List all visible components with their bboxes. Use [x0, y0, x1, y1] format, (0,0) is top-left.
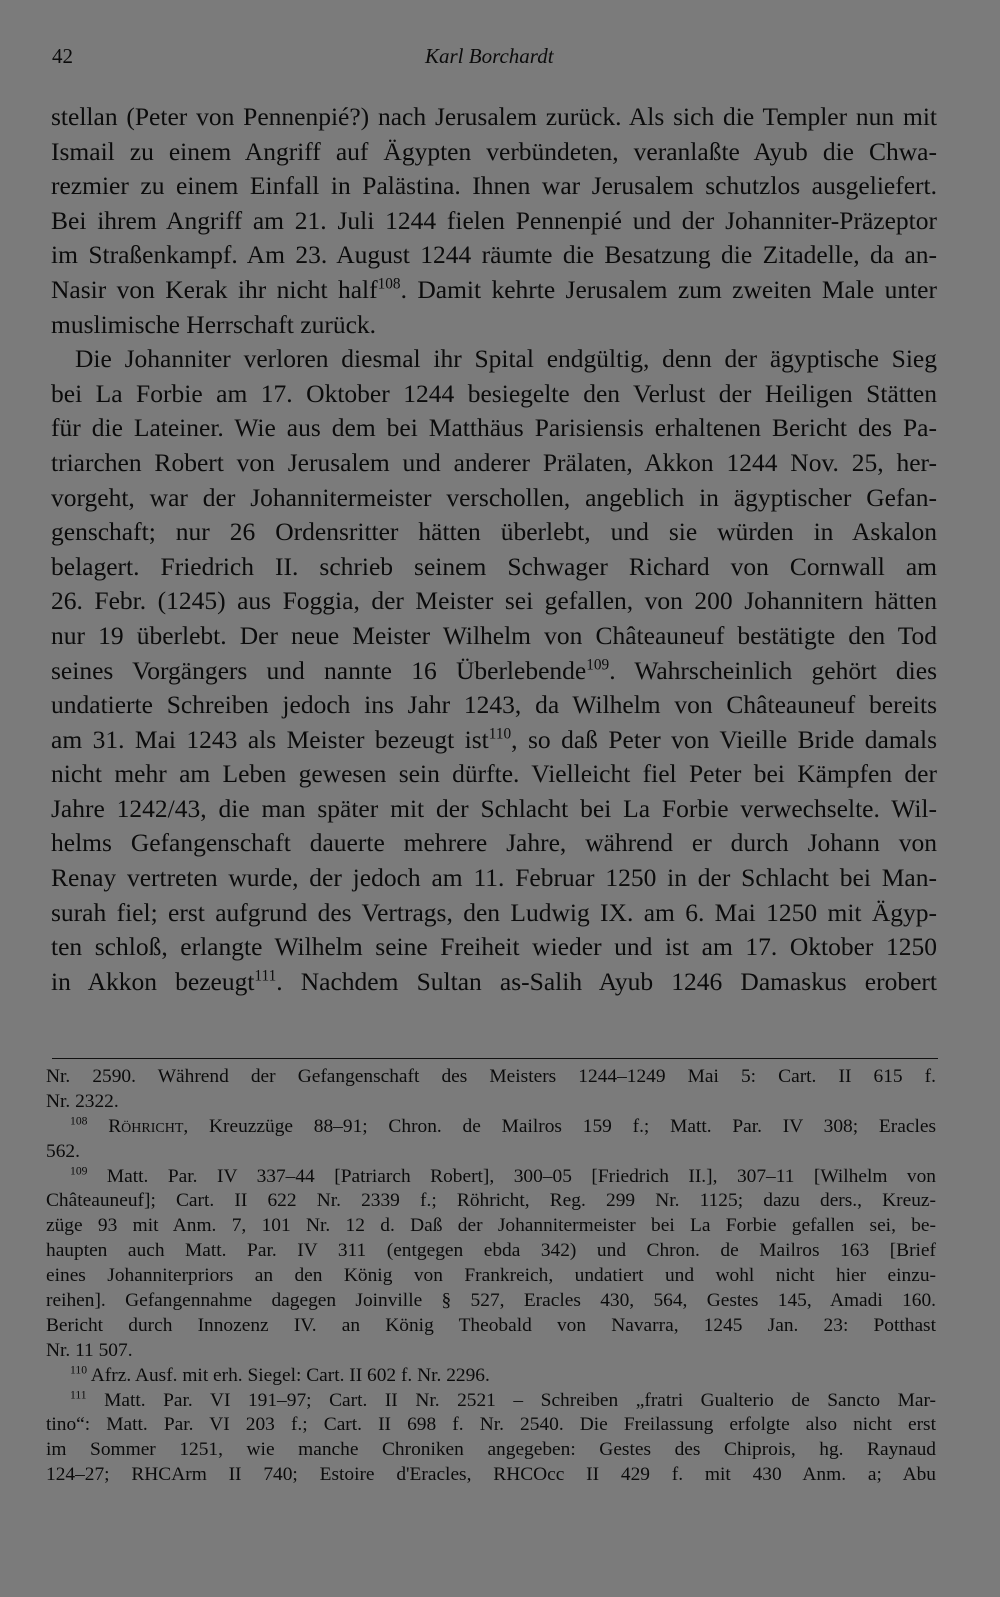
footnote-line: reihen]. Gefangennahme dagegen Joinville § 527, Eracles 430, 564, Gestes 145, Amadi 160.: [46, 1290, 936, 1312]
footnote-line: 124–27; RHCArm II 740; Estoire d'Eracles, RHCOcc II 429 f. mit 430 Anm. a; Abu: [46, 1464, 936, 1486]
text-line: bei La Forbie am 17. Oktober 1244 besiegelte den Verlust der Heiligen Stätten: [51, 378, 937, 408]
footnote-109: $^{109}$ Matt. Par. IV 337–44 [Patriarch Robert], 300–05 [Friedrich II.], 307–11 [Wilhelm von: [70, 1164, 936, 1187]
footnote-108: $^{108}$ Röhricht, Kreuzzüge 88–91; Chron. de Mailros 159 f.; Matt. Par. IV 308; Eracles: [70, 1114, 936, 1137]
text-line: nicht mehr am Leben gewesen sein dürfte. Vielleicht fiel Peter bei Kämpfen der: [51, 759, 937, 789]
text-line: in Akkon bezeugt$^{111}$. Nachdem Sultan as-Salih Ayub 1246 Damaskus erobert: [51, 966, 937, 996]
text-line: ten schloß, erlangte Wilhelm seine Freiheit wieder und ist am 17. Oktober 1250: [51, 932, 937, 962]
footnote-number: 109: [70, 1164, 88, 1178]
footnote-line: haupten auch Matt. Par. IV 311 (entgegen ebda 342) und Chron. de Mailros 163 [Brief: [46, 1240, 936, 1262]
footnote-ref-108[interactable]: 108: [377, 275, 401, 293]
paragraph-start: Die Johanniter verloren diesmal ihr Spital endgültig, denn der ägyptische Sieg: [75, 344, 937, 374]
text-line: 26. Febr. (1245) aus Foggia, der Meister sei gefallen, von 200 Johannitern hätten: [51, 586, 937, 616]
text-line: seines Vorgängers und nannte 16 Überlebende$^{109}$. Wahrscheinlich gehört dies: [51, 655, 937, 685]
footnotes: [46, 1065, 936, 1488]
footnote-line: Châteauneuf]; Cart. II 622 Nr. 2339 f.; Röhricht, Reg. 299 Nr. 1125; dazu ders., Kreuz-: [46, 1190, 936, 1212]
footnote-line: Nr. 2322.: [46, 1090, 119, 1112]
footnote-number: 108: [70, 1114, 88, 1128]
text-line: im Straßenkampf. Am 23. August 1244 räumte die Besatzung die Zitadelle, da an-: [51, 240, 937, 270]
text-line: für die Lateiner. Wie aus dem bei Matthäus Parisiensis erhaltenen Bericht des Pa-: [51, 413, 937, 443]
page-number: 42: [52, 44, 73, 68]
footnote-line: eines Johanniterpriors an den König von Frankreich, undatiert und wohl nicht hier einzu-: [46, 1265, 936, 1287]
footnote-line: tino“: Matt. Par. VI 203 f.; Cart. II 698 f. Nr. 2540. Die Freilassung erfolgte also nicht erst: [46, 1414, 936, 1436]
footnote-line: Nr. 2590. Während der Gefangenschaft des Meisters 1244–1249 Mai 5: Cart. II 615 f.: [46, 1066, 936, 1087]
footnote-110: $^{110}$ Afrz. Ausf. mit erh. Siegel: Cart. II 602 f. Nr. 2296.: [70, 1363, 490, 1386]
footnote-ref-111[interactable]: 111: [254, 967, 277, 985]
text-line: Bei ihrem Angriff am 21. Juli 1244 fielen Pennenpié und der Johanniter-Präzeptor: [51, 205, 937, 235]
text-line: surah fiel; erst aufgrund des Vertrags, den Ludwig IX. am 6. Mai 1250 mit Ägyp-: [51, 897, 937, 927]
running-head: Karl Borchardt: [425, 44, 554, 68]
text-line: undatierte Schreiben jedoch ins Jahr 1243, da Wilhelm von Châteauneuf bereits: [51, 690, 937, 720]
footnote-line: im Sommer 1251, wie manche Chroniken angegeben: Gestes des Chiprois, hg. Raynaud: [46, 1439, 936, 1461]
text-line: genschaft; nur 26 Ordensritter hätten überlebt, und sie würden in Askalon: [51, 517, 937, 547]
footnote-ref-110[interactable]: 110: [488, 725, 512, 743]
footnote-line: 562.: [46, 1140, 80, 1162]
text-line: Jahre 1242/43, die man später mit der Schlacht bei La Forbie verwechselte. Wil-: [51, 793, 937, 823]
footnote-ref-109[interactable]: 109: [586, 656, 610, 673]
footnote-line: Bericht durch Innozenz IV. an König Theobald von Navarra, 1245 Jan. 23: Potthast: [46, 1314, 936, 1336]
text-line: helms Gefangenschaft dauerte mehrere Jahre, während er durch Johann von: [51, 828, 937, 858]
text-line: rezmier zu einem Einfall in Palästina. Ihnen war Jerusalem schutzlos ausgeliefert.: [51, 171, 937, 201]
footnote-111: $^{111}$ Matt. Par. VI 191–97; Cart. II Nr. 2521 – Schreiben „fratri Gualterio de Sancto Mar-: [70, 1388, 936, 1411]
text-line: am 31. Mai 1243 als Meister bezeugt ist$^{110}$, so daß Peter von Vieille Bride damals: [51, 724, 937, 754]
footnote-line: Nr. 11 507.: [46, 1339, 133, 1361]
footnote-number: 110: [70, 1363, 88, 1377]
text-line: triarchen Robert von Jerusalem und anderer Prälaten, Akkon 1244 Nov. 25, her-: [51, 447, 937, 477]
text-line: Renay vertreten wurde, der jedoch am 11. Februar 1250 in der Schlacht bei Man-: [51, 863, 937, 893]
footnote-line: züge 93 mit Anm. 7, 101 Nr. 12 d. Daß der Johannitermeister bei La Forbie gefallen sei, be-: [46, 1215, 936, 1237]
text-line: muslimische Herrschaft zurück.: [51, 309, 377, 339]
text-line: vorgeht, war der Johannitermeister verschollen, angeblich in ägyptischer Gefan-: [51, 482, 937, 512]
footnote-divider: [52, 1058, 938, 1059]
text-line: nur 19 überlebt. Der neue Meister Wilhelm von Châteauneuf bestätigte den Tod: [51, 620, 937, 650]
footnote-number: 111: [70, 1388, 87, 1402]
main-text: [51, 100, 937, 999]
text-line: Ismail zu einem Angriff auf Ägypten verbündeten, veranlaßte Ayub die Chwa-: [51, 136, 937, 166]
text-line: belagert. Friedrich II. schrieb seinem Schwager Richard von Cornwall am: [51, 551, 937, 581]
text-line: Nasir von Kerak ihr nicht half$^{108}$. Damit kehrte Jerusalem zum zweiten Male unter: [51, 274, 937, 304]
page-header: [0, 40, 1000, 80]
text-line: stellan (Peter von Pennenpié?) nach Jerusalem zurück. Als sich die Templer nun mit: [51, 102, 937, 131]
